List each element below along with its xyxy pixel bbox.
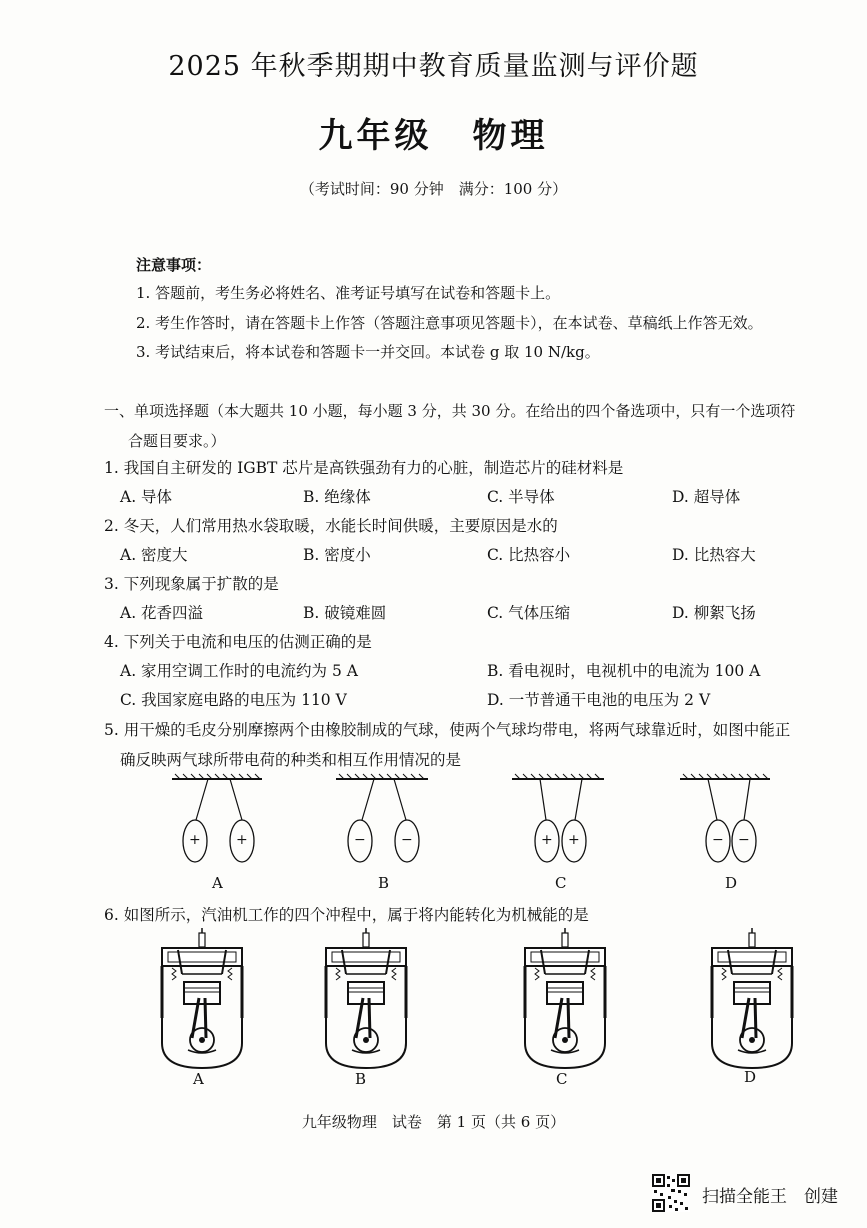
balloon-c1-sign: + — [541, 832, 553, 848]
q3-option-c: C. 气体压缩 — [487, 604, 571, 622]
engine-figure-c — [525, 928, 605, 1068]
q4-option-d: D. 一节普通干电池的电压为 2 V — [487, 691, 711, 709]
q2-option-b: B. 密度小 — [303, 546, 371, 564]
q3-option-b: B. 破镜难圆 — [303, 604, 387, 622]
question-2-stem: 2. 冬天，人们常用热水袋取暖，水能长时间供暖，主要原因是水的 — [104, 517, 558, 535]
q2-option-c: C. 比热容小 — [487, 546, 571, 564]
q6-label-a: A — [193, 1070, 204, 1088]
question-3-stem: 3. 下列现象属于扩散的是 — [104, 575, 279, 593]
engine-figure-b — [326, 928, 406, 1068]
q5-label-c: C — [555, 874, 567, 892]
q4-option-b: B. 看电视时，电视机中的电流为 100 A — [487, 662, 761, 680]
question-4-stem: 4. 下列关于电流和电压的估测正确的是 — [104, 633, 372, 651]
scanner-watermark-text: 扫描全能王 创建 — [702, 1187, 838, 1207]
q6-label-c: C — [556, 1070, 568, 1088]
q4-option-c: C. 我国家庭电路的电压为 110 V — [120, 691, 347, 709]
notice-heading: 注意事项： — [136, 256, 212, 274]
q1-option-d: D. 超导体 — [672, 488, 741, 506]
exam-title: 2025 年秋季期期中教育质量监测与评价题 — [168, 51, 699, 82]
balloon-a1-sign: + — [189, 832, 201, 848]
q6-label-b: B — [355, 1070, 367, 1088]
q5-label-a: A — [212, 874, 223, 892]
notice-item-2: 2. 考生作答时，请在答题卡上作答（答题注意事项见答题卡），在本试卷、草稿纸上作答无效。 — [136, 314, 763, 332]
question-5-stem-line2: 确反映两气球所带电荷的种类和相互作用情况的是 — [120, 751, 462, 769]
q2-option-d: D. 比热容大 — [672, 546, 756, 564]
section-heading-line2: 合题目要求。） — [128, 432, 226, 450]
engine-figure-a — [162, 928, 242, 1068]
q6-label-d: D — [744, 1068, 757, 1086]
question-5-stem-line1: 5. 用干燥的毛皮分别摩擦两个由橡胶制成的气球，使两个气球均带电，将两气球靠近时，如图中能正 — [104, 721, 791, 739]
q1-option-a: A. 导体 — [120, 488, 173, 506]
question-1-stem: 1. 我国自主研发的 IGBT 芯片是高铁强劲有力的心脏，制造芯片的硅材料是 — [104, 459, 624, 477]
q1-option-c: C. 半导体 — [487, 488, 555, 506]
exam-info: （考试时间：90 分钟 满分：100 分） — [299, 180, 568, 198]
subject-label: 物理 — [472, 116, 549, 156]
section-heading-line1: 一、单项选择题（本大题共 10 小题，每小题 3 分，共 30 分。在给出的四个备选项中，只有一个选项符 — [104, 402, 796, 420]
balloon-c2-sign: + — [568, 832, 580, 848]
grade-label: 九年级 — [318, 116, 433, 156]
balloon-a2-sign: + — [236, 832, 248, 848]
qr-code-icon — [652, 1174, 690, 1212]
balloon-b1-sign: − — [354, 832, 366, 848]
q2-option-a: A. 密度大 — [120, 546, 188, 564]
engine-figure-d — [712, 928, 792, 1068]
q5-label-d: D — [725, 874, 738, 892]
balloon-d2-sign: − — [738, 832, 750, 848]
q1-option-b: B. 绝缘体 — [303, 488, 371, 506]
q3-option-d: D. 柳絮飞扬 — [672, 604, 756, 622]
notice-item-1: 1. 答题前，考生务必将姓名、准考证号填写在试卷和答题卡上。 — [136, 284, 561, 302]
page-footer: 九年级物理 试卷 第 1 页（共 6 页） — [301, 1113, 566, 1131]
q3-option-a: A. 花香四溢 — [120, 604, 204, 622]
notice-item-3: 3. 考试结束后，将本试卷和答题卡一并交回。本试卷 g 取 10 N/kg。 — [136, 343, 600, 361]
q4-option-a: A. 家用空调工作时的电流约为 5 A — [120, 662, 358, 680]
balloon-b2-sign: − — [401, 832, 413, 848]
question-6-stem: 6. 如图所示，汽油机工作的四个冲程中，属于将内能转化为机械能的是 — [104, 906, 589, 924]
q5-label-b: B — [378, 874, 390, 892]
balloon-d1-sign: − — [712, 832, 724, 848]
